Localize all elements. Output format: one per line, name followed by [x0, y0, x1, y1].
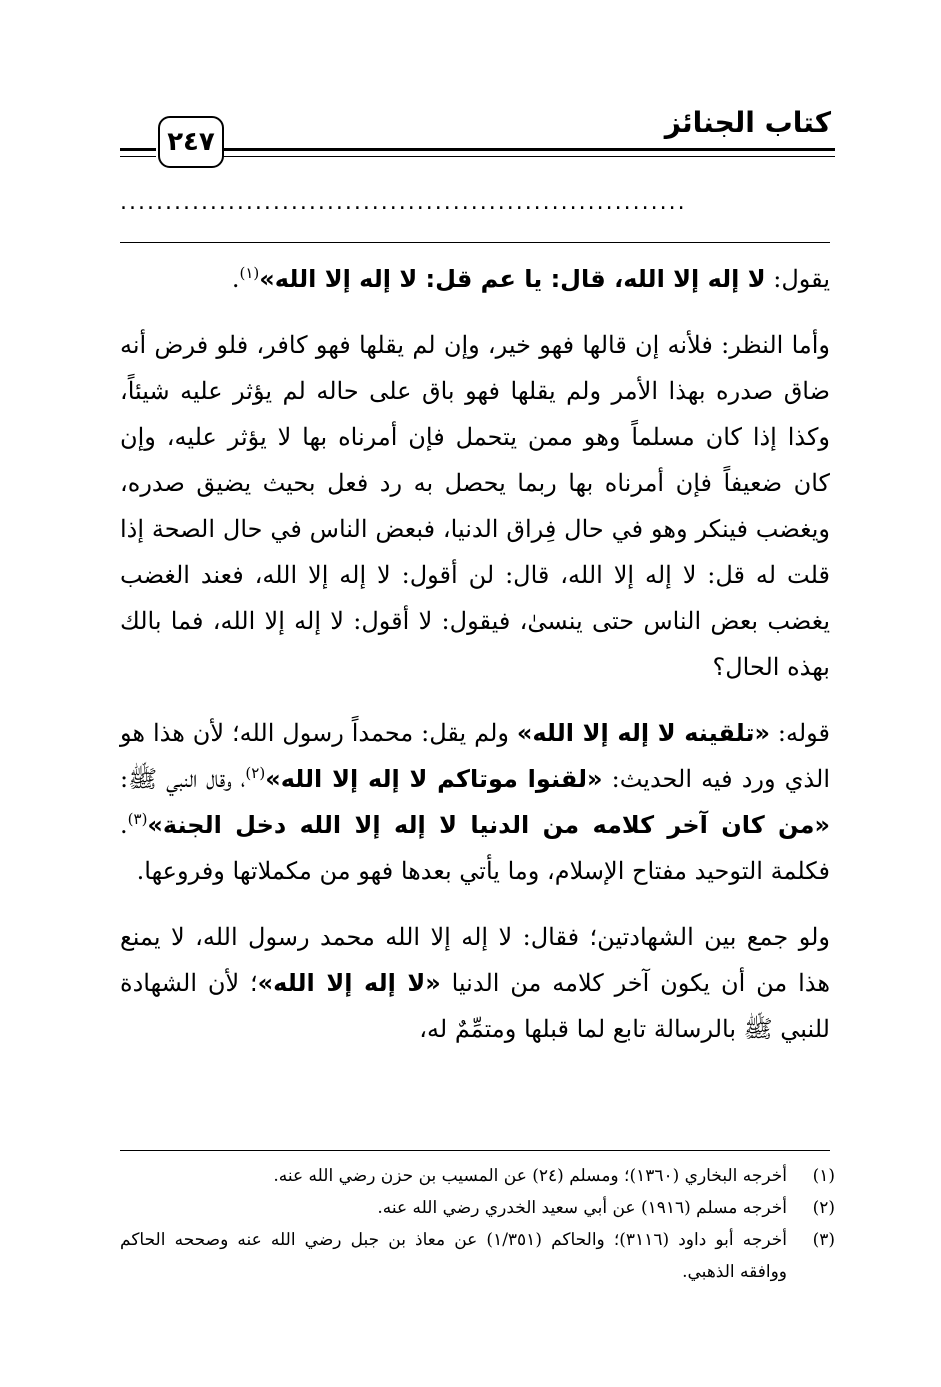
footnote-number: (١)	[812, 1166, 835, 1186]
paragraph-1	[120, 256, 830, 302]
paragraph-2: وأما النظر: فلأنه إن قالها فهو خير، وإن لم يقلها فهو كافر، فلو فرض أنه ضاق صدره بهذا الأمر ولم يقلها فهو باق على حاله لم يؤثر عليه شيئاً، وكذا إذا كان مسلماً وهو ممن يتحمل فإن أمرناه بها لا يؤثر عليه، وإن كان ضعيفاً فإن أمرناه بها ربما يحصل به رد فعل بحيث يضيق صدره، ويغضب فينكر وهو في حال فِراق الدنيا، فبعض الناس في حال الصحة إذا قلت له قل: لا إله إلا الله، قال: لن أقول: لا إله إلا الله، فعند الغضب يغضب بعض الناس حتى ينسىٰ، فيقول: لا أقول: لا إله إلا الله، فما بالك بهذه الحال؟	[120, 331, 831, 681]
footnote-ref-2: (٢)	[245, 764, 266, 782]
footnote-number: (٣)	[812, 1230, 835, 1250]
header-rule-left-thick	[120, 148, 156, 151]
footnote-2	[120, 1192, 835, 1224]
footnote-1	[120, 1160, 835, 1192]
footnote-separator	[120, 1150, 830, 1151]
header-rule-right-thick	[222, 148, 835, 151]
p3-text-4: . فكلمة التوحيد مفتاح الإسلام، وما يأتي بعدها فهو من مكملاتها وفروعها.	[120, 811, 830, 885]
p1-text-1: يقول:	[765, 265, 830, 293]
footnote-text: أخرجه مسلم (١٩١٦) عن أبي سعيد الخدري رضي الله عنه.	[377, 1198, 787, 1218]
main-text	[120, 256, 830, 1072]
paragraph-4	[120, 914, 830, 1052]
p3-text-3: ، وقال النبي ﷺ:	[120, 765, 246, 793]
footnote-number: (٢)	[812, 1198, 835, 1218]
book-title: كتاب الجنائز	[664, 106, 831, 139]
p3-bold-1: «تلقينه لا إله إلا الله»	[516, 719, 770, 747]
p3-text-2: ولم يقل: محمداً رسول الله؛ لأن هذا هو الذي ورد فيه الحديث:	[120, 719, 830, 793]
p3-bold-hadith-2: «من كان آخر كلامه من الدنيا لا إله إلا الله دخل الجنة»	[147, 811, 830, 839]
footnote-ref-3: (٣)	[127, 810, 148, 828]
header-rule-left-thin	[120, 156, 156, 157]
p1-bold-quote: لا إله إلا الله، قال: يا عم قل: لا إله إلا الله»	[259, 265, 766, 293]
p1-text-2: .	[231, 265, 240, 293]
content-top-rule	[120, 242, 830, 243]
page-number-badge	[158, 116, 224, 168]
p4-text-2: ؛ لأن الشهادة للنبي ﷺ بالرسالة تابع لما قبلها ومتمِّمٌ له،	[120, 969, 830, 1043]
paragraph-3	[120, 710, 830, 894]
footnotes	[120, 1160, 835, 1288]
footnote-text: أخرجه البخاري (١٣٦٠)؛ ومسلم (٢٤) عن المسيب بن حزن رضي الله عنه.	[273, 1166, 787, 1186]
ellipsis-separator: ...............................................................	[120, 190, 687, 215]
page-number: ٢٤٧	[167, 127, 215, 157]
p3-bold-hadith-1: «لقنوا موتاكم لا إله إلا الله»	[265, 765, 603, 793]
footnote-text: أخرجه أبو داود (٣١١٦)؛ والحاكم (١/٣٥١) عن معاذ بن جبل رضي الله عنه وصححه الحاكم ووافقه الذهبي.	[120, 1230, 787, 1282]
p3-text-1: قوله:	[769, 719, 831, 747]
footnote-ref-1: (١)	[239, 264, 260, 282]
p4-bold-1: «لا إله إلا الله»	[257, 969, 441, 997]
footnote-3	[120, 1224, 835, 1288]
header-rule-right-thin	[222, 156, 835, 157]
p4-text-1: ولو جمع بين الشهادتين؛ فقال: لا إله إلا الله محمد رسول الله، لا يمنع هذا من أن يكون آخر كلامه من الدنيا	[120, 923, 830, 997]
